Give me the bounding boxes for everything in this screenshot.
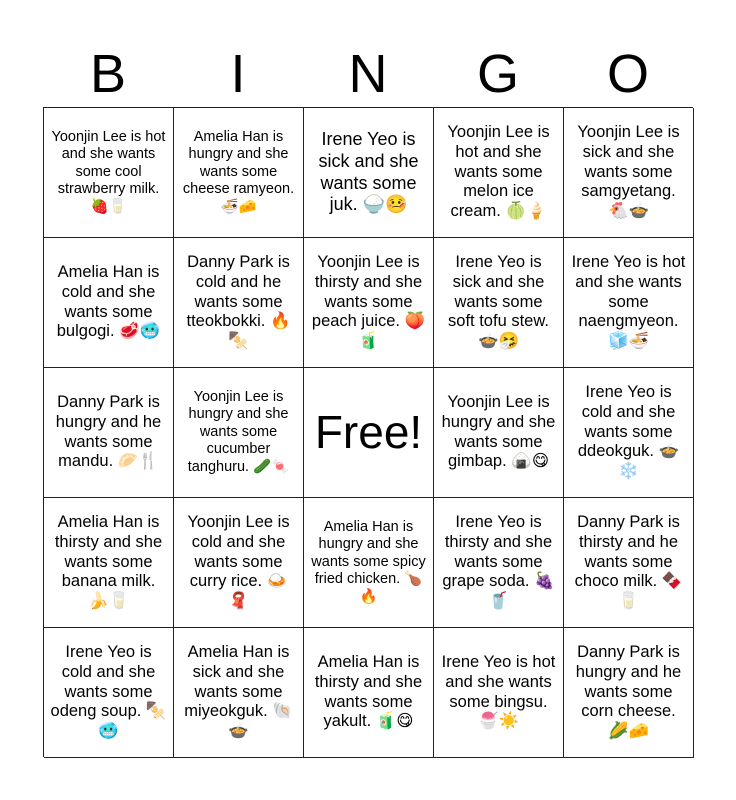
cell-text: Yoonjin Lee is thirsty and she wants some peach juice. 🍑🧃 (311, 253, 426, 351)
bingo-cell-11[interactable] (44, 368, 174, 498)
bingo-cell-8[interactable] (304, 238, 434, 368)
bingo-cell-17[interactable] (174, 498, 304, 628)
bingo-cell-6[interactable] (44, 238, 174, 368)
header-letter-g: G (476, 44, 519, 104)
bingo-cell-14[interactable] (434, 368, 564, 498)
cell-text: Yoonjin Lee is hot and she wants some cool strawberry milk. 🍓🥛 (51, 129, 166, 215)
cell-text: Irene Yeo is hot and she wants some bingsu. 🍧☀️ (441, 652, 556, 731)
cell-text: Irene Yeo is cold and she wants some odeng soup. 🍢🥶 (50, 643, 167, 741)
cell-text: Danny Park is thirsty and he wants some choco milk. 🍫🥛 (574, 513, 683, 611)
bingo-cell-5[interactable] (564, 108, 694, 238)
bingo-cell-10[interactable] (564, 238, 694, 368)
bingo-cell-22[interactable] (174, 628, 304, 758)
cell-text: Yoonjin Lee is sick and she wants some samgyetang. 🐔🍲 (577, 123, 680, 221)
cell-text: Yoonjin Lee is cold and she wants some curry rice. 🍛🧣 (187, 513, 290, 611)
bingo-cell-21[interactable] (44, 628, 174, 758)
cell-text: Danny Park is hungry and he wants some corn cheese. 🌽🧀 (575, 643, 682, 741)
bingo-cell-18[interactable] (304, 498, 434, 628)
cell-text: Danny Park is hungry and he wants some mandu. 🥟🍴 (55, 392, 162, 471)
bingo-grid (43, 107, 693, 757)
cell-text: Yoonjin Lee is hungry and she wants some cucumber tanghuru. 🥒🍬 (187, 389, 290, 475)
cell-text: Amelia Han is cold and she wants some bulgogi. 🥩🥶 (56, 262, 161, 341)
cell-text: Amelia Han is hungry and she wants some spicy fried chicken. 🍗🔥 (311, 519, 426, 605)
bingo-cell-15[interactable] (564, 368, 694, 498)
bingo-cell-2[interactable] (174, 108, 304, 238)
free-space-cell[interactable] (304, 368, 434, 498)
cell-text: Amelia Han is thirsty and she wants some yakult. 🧃😋 (314, 652, 423, 731)
bingo-cell-19[interactable] (434, 498, 564, 628)
cell-text: Irene Yeo is sick and she wants some juk. 🍚🤒 (318, 129, 419, 215)
cell-text: Amelia Han is thirsty and she wants some banana milk. 🍌🥛 (54, 513, 163, 611)
header-letter-b: B (89, 44, 127, 104)
bingo-cell-24[interactable] (434, 628, 564, 758)
bingo-cell-7[interactable] (174, 238, 304, 368)
bingo-cell-9[interactable] (434, 238, 564, 368)
bingo-cell-3[interactable] (304, 108, 434, 238)
cell-text: Irene Yeo is cold and she wants some ddeokguk. 🍲❄️ (577, 383, 680, 481)
cell-text: Yoonjin Lee is hot and she wants some melon ice cream. 🍈🍦 (447, 123, 550, 221)
header-letter-i: I (230, 44, 246, 104)
cell-text: Irene Yeo is sick and she wants some soft tofu stew. 🍲🤧 (448, 253, 549, 351)
bingo-cell-4[interactable] (434, 108, 564, 238)
cell-text: Yoonjin Lee is hungry and she wants some gimbap. 🍙😋 (441, 392, 556, 471)
bingo-header (43, 40, 693, 108)
cell-text: Danny Park is cold and he wants some tteokbokki. 🔥🍢 (186, 253, 291, 351)
bingo-cell-23[interactable] (304, 628, 434, 758)
cell-text: Amelia Han is hungry and she wants some cheese ramyeon. 🍜🧀 (182, 129, 295, 215)
header-letter-o: O (606, 44, 649, 104)
bingo-cell-25[interactable] (564, 628, 694, 758)
cell-text: Irene Yeo is hot and she wants some naengmyeon. 🧊🍜 (571, 253, 686, 351)
bingo-cell-16[interactable] (44, 498, 174, 628)
bingo-cell-12[interactable] (174, 368, 304, 498)
bingo-cell-1[interactable] (44, 108, 174, 238)
cell-text: Irene Yeo is thirsty and she wants some grape soda. 🍇🥤 (442, 513, 555, 611)
bingo-cell-20[interactable] (564, 498, 694, 628)
header-letter-n: N (348, 44, 388, 104)
free-space-label: Free! (314, 405, 423, 458)
cell-text: Amelia Han is sick and she wants some miyeokguk. 🐚🍲 (184, 643, 293, 741)
